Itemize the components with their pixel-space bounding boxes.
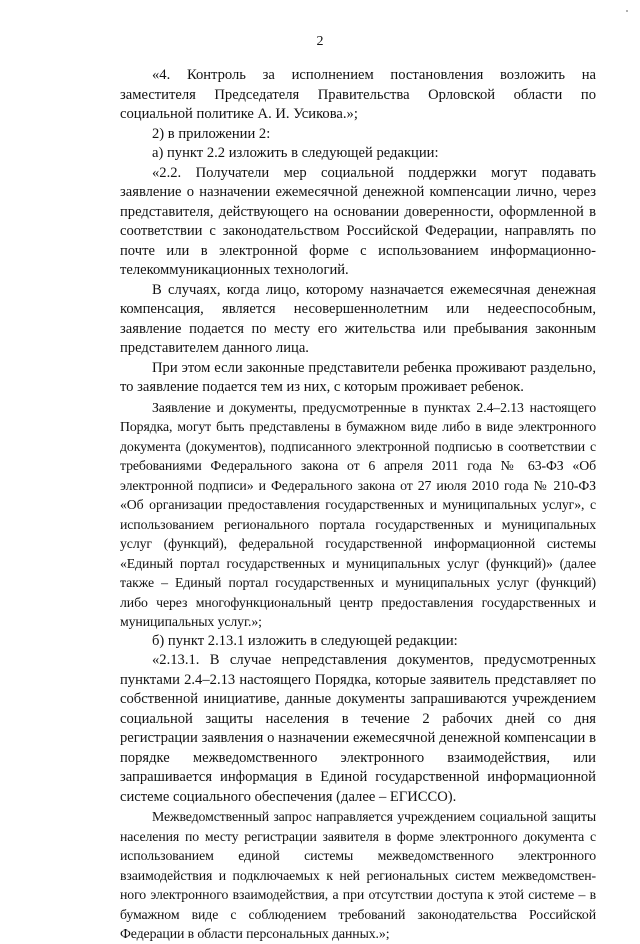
page-number: 2	[316, 34, 324, 49]
paragraph-documents-submission: Заявление и документы, предусмотренные в пунктах 2.4–2.13 настоящего Порядка, могут быть представлены в бумажном виде либо в виде электронного документа (документов), подписанного электронной подписью в соответствии с требованиями Федерального закона от 6 апреля 2011 года № 63-ФЗ «Об электронной подписи» и Федерального закона от 27 июля 2010 года № 210-ФЗ «Об организации предоставления государственных и муниципальных услуг», с использованием регионального портала государственных и муниципальных услуг (функций), федеральной государственной информационной системы «Единый портал государственных и муниципальных услуг (функций)» (далее также – Единый портал государственных и муниципальных услуг (функций) либо через многофункциональный центр предоставления государственных и муниципальных услуг.»;	[120, 399, 596, 629]
paragraph-2-2: «2.2. Получатели мер социальной поддержки могут подавать заявление о назначении ежемесячной денежной компенсации лично, через представителя, действующего на основании доверенности, оформленной в соответствии с законодательством Российской Федерации, направлять по почте или в электронной форме с использованием информационно-телекоммуникационных технологий.	[120, 164, 596, 278]
document-body	[120, 66, 596, 944]
paragraph-appendix-2: 2) в приложении 2:	[152, 125, 271, 142]
paragraph-minor-applicant: В случаях, когда лицо, которому назначается ежемесячная денежная компенсация, является несовершеннолетним или недееспособным, заявление подается по месту его жительства или пребывания законным представителем данного лица.	[120, 281, 596, 356]
paragraph-separate-parents: При этом если законные представители ребенка проживают раздельно, то заявление подается тем из них, с которым проживает ребенок.	[120, 359, 596, 395]
paragraph-item-b: б) пункт 2.13.1 изложить в следующей редакции:	[152, 632, 458, 649]
paragraph-clause-4: «4. Контроль за исполнением постановления возложить на заместителя Председателя Правительства Орловской области по социальной политике А. И. Усикова.»;	[120, 67, 596, 122]
paragraph-interagency-request: Межведомственный запрос направляется учреждением социальной защиты населения по месту регистрации заявителя в форме электронного документа с использованием единой системы межведомственного электронного взаимодействия и подключаемых к ней региональных систем межведомствен-ного электронного взаимодействия, а при отсутствии доступа к этой системе – в бумажном виде с соблюдением требований законодательства Российской Федерации в области персональных данных.»;	[120, 809, 596, 941]
scan-artifact	[626, 10, 628, 12]
paragraph-2-13-1: «2.13.1. В случае непредставления документов, предусмотренных пунктами 2.4–2.13 настоящего Порядка, которые заявитель представляет по собственной инициативе, данные документы запрашиваются учреждением социальной защиты населения в течение 2 рабочих дней со дня регистрации заявления о назначении ежемесячной денежной компенсации в порядке межведомственного электронного взаимодействия, или запрашивается информация в Единой государственной информационной системе социального обеспечения (далее – ЕГИССО).	[120, 652, 596, 805]
paragraph-item-a: а) пункт 2.2 изложить в следующей редакции:	[152, 145, 439, 161]
